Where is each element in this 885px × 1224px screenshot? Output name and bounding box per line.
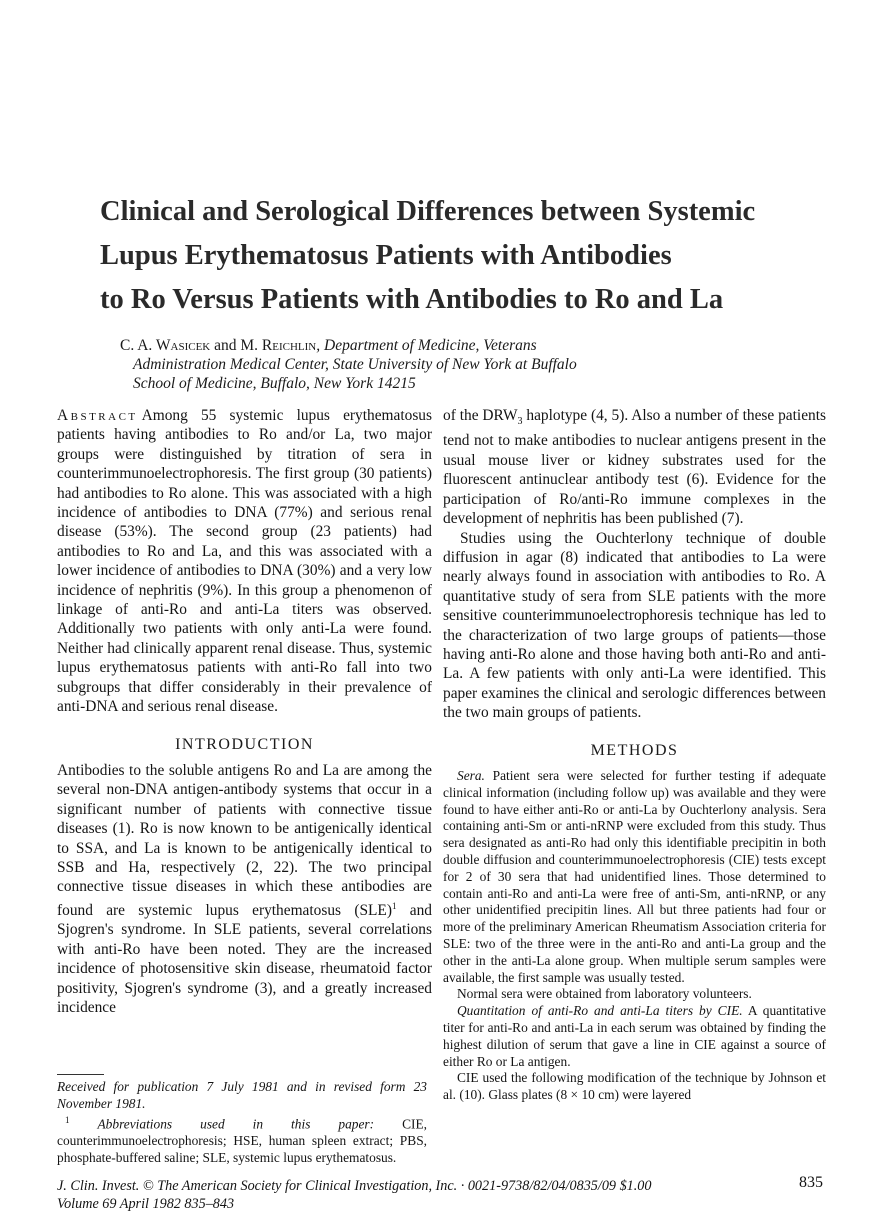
journal-footer — [57, 1178, 827, 1213]
footnote-1-label: Abbreviations used in this paper: — [97, 1116, 375, 1132]
methods-body — [443, 768, 826, 1104]
introduction-text-b: and Sjogren's syndrome. In SLE patients, several correlations with anti-Ro have been noted. They are the increased incidence of photosensitive skin disease, rheumatoid factor positivity, Sjogren's syndrome (3), and a greatly increased incidence — [57, 901, 432, 1016]
citation-line: J. Clin. Invest. © The American Society for Clinical Investigation, Inc. · 0021-9738/82/04/0835/09 $1.00 — [57, 1178, 652, 1194]
author-conjunction: and M. R — [210, 337, 273, 354]
introduction-text-a: Antibodies to the soluble antigens Ro and La are among the several non-DNA antigen-antibody systems that occur in a significant number of patients with connective tissue diseases (1). Ro is now known to be antigenically identical to SSA, and La is known to be antigenically identical to SSB and Ha, respectively (2, 22). The two principal connective tissue diseases in which these antibodies are found are systemic lupus erythematosus (SLE) — [57, 761, 432, 919]
article-title — [100, 190, 860, 322]
author-line-1 — [120, 336, 833, 355]
drw-text: of the DRW — [443, 407, 518, 424]
footnote-1-marker: 1 — [391, 900, 397, 911]
page-number: 835 — [799, 1174, 823, 1191]
methods-cie-paragraph: CIE used the following modification of the technique by Johnson et al. (10). Glass plates (8 × 10 cm) were layered — [443, 1070, 826, 1103]
drw-subscript: 3 — [517, 416, 523, 428]
introduction-continuation-text: haplotype (4, 5). Also a number of these patients tend not to make antibodies to nuclear antigens present in the usual mouse liver or kidney substrates used for the fluorescent antinuclear antibody test (6). Evidence for the participation of Ro/anti-Ro immune complexes in the development of nephritis has been published (7). — [443, 407, 826, 528]
quantitation-text: A quantitative titer for anti-Ro and anti-La in each serum was obtained by finding the highest dilution of serum that gave a line in CIE against a source of either Ro or La antigen. — [443, 1003, 826, 1069]
sera-label: Sera. — [457, 767, 485, 783]
quantitation-label: Quantitation of anti-Ro and anti-La titers by CIE. — [457, 1003, 743, 1019]
author-name-1-initial: C. A. W — [120, 337, 171, 354]
introduction-continuation — [443, 406, 826, 529]
introduction-paragraph-2: Studies using the Ouchterlony technique of double diffusion in agar (8) indicated that antibodies to La were nearly always found in association with antibodies to Ro. A quantitative study of sera from SLE patients with the more sensitive counterimmunoelectrophoresis technique has led to the characterization of two large groups of patients—those having anti-Ro alone and those having both anti-Ro and anti-La. A few patients with only anti-La were identified. This paper examines the clinical and serologic differences between the two main groups of patients. — [443, 529, 826, 722]
abstract-label: Abstract — [57, 407, 138, 424]
methods-heading: METHODS — [590, 741, 679, 759]
abstract-text: Among 55 systemic lupus erythematosus patients having antibodies to Ro and/or La, two major groups were distinguished by titration of sera in counterimmunoelectrophoresis. The first group (30 patients) had antibodies to Ro alone. This was associated with a high incidence of antibodies to DNA (77%) and serious renal disease (53%). The second group (23 patients) had antibodies to Ro and La, and this was associated with a lower incidence of antibodies to DNA (30%) and a very low incidence of nephritis (9%). In this group a phenomenon of linkage of anti-Ro and anti-La titers was observed. Additionally two patients with only anti-La were found. Neither had clinically apparent renal disease. Thus, systemic lupus erythematosus patients with anti-Ro fall into two subgroups that differ considerably in their prevalence of anti-DNA and serious renal disease. — [57, 407, 432, 716]
footnote-1-text: CIE, counterimmunoelectrophoresis; HSE, human spleen extract; PBS, phosphate-buffered saline; SLE, systemic lupus erythematosus. — [57, 1116, 427, 1165]
volume-line: Volume 69 April 1982 835–843 — [57, 1195, 235, 1212]
methods-quantitation-paragraph — [443, 1003, 826, 1070]
title-line-3: to Ro Versus Patients with Antibodies to Ro and La — [100, 284, 724, 315]
methods-normal-sera: Normal sera were obtained from laboratory volunteers. — [457, 986, 752, 1002]
introduction-heading: INTRODUCTION — [175, 735, 314, 753]
introduction-paragraph-1 — [57, 761, 432, 1017]
title-line-1: Clinical and Serological Differences between Systemic — [100, 196, 756, 227]
footnote-1 — [57, 1112, 427, 1166]
affiliation-line-2: Administration Medical Center, State University of New York at Buffalo — [133, 356, 577, 373]
affiliation-line-1: , Department of Medicine, Veterans — [316, 337, 537, 354]
footnote-divider — [57, 1074, 104, 1075]
author-block — [120, 336, 833, 393]
affiliation-line-3: School of Medicine, Buffalo, New York 14215 — [133, 375, 416, 392]
abstract — [57, 406, 432, 717]
right-column — [443, 406, 826, 1104]
title-line-2: Lupus Erythematosus Patients with Antibodies — [100, 240, 672, 271]
author-name-1-rest: asicek — [170, 337, 211, 354]
author-name-2-rest: eichlin — [272, 337, 317, 354]
received-note: Received for publication 7 July 1981 and in revised form 23 November 1981. — [57, 1079, 427, 1111]
left-column — [57, 406, 432, 1017]
footnote-1-number: 1 — [65, 1115, 70, 1126]
methods-sera-paragraph — [443, 768, 826, 986]
footnotes — [57, 1079, 427, 1166]
sera-text: Patient sera were selected for further testing if adequate clinical information (including follow up) was available and they were found to have either anti-Ro or anti-La by Ouchterlony analysis. Sera containing anti-Sm or anti-nRNP were excluded from this study. Thus sera designated as anti-Ro had only this identifiable precipitin in both double diffusion and counterimmunoelectrophoresis (CIE) tests except for 2 of 30 sera that had unidentified lines. Those determined to contain anti-Ro and anti-La were free of anti-Sm, anti-nRNP, or any other unidentified precipitin lines. All but three patients had four or more of the preliminary American Rheumatism Association criteria for SLE: two of the three were in the anti-Ro and anti-La group and the other in the anti-La alone group. When multiple serum samples were available, the first sample was usually tested. — [443, 767, 826, 985]
